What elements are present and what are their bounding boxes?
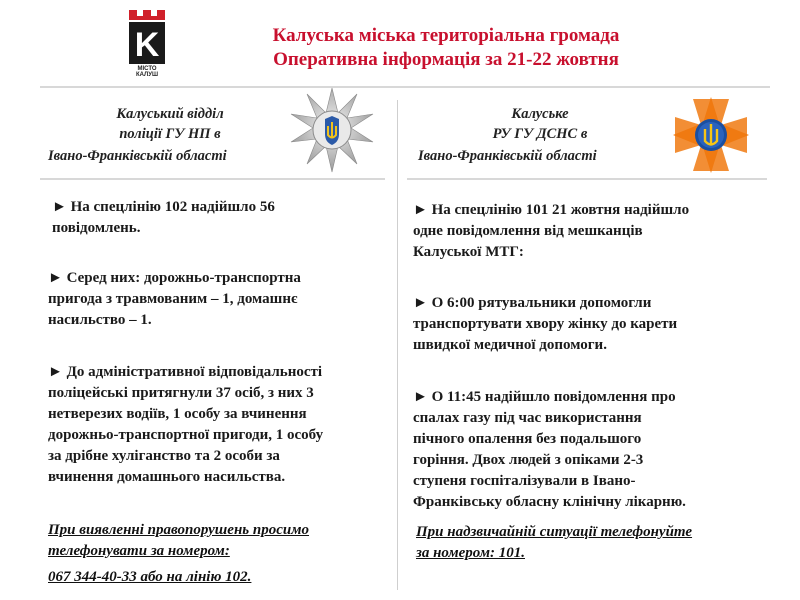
text-line: ► Серед них: дорожньо-транспортна [48, 270, 301, 286]
police-header-divider [40, 178, 385, 180]
page-title-line2: Оперативна інформація за 21-22 жовтня [273, 49, 619, 70]
text-line: спалах газу під час використання [413, 410, 642, 426]
text-line: за номером: 101. [416, 545, 525, 561]
dsns-org-line: РУ ГУ ДСНС в [492, 126, 588, 142]
text-line: транспортувати хвору жінку до карети [413, 316, 678, 332]
text-line: швидкої медичної допомоги. [413, 337, 607, 353]
text-line: ► На спецлінію 102 надійшло 56 [52, 199, 275, 215]
police-phone-link[interactable]: 067 344-40-33 або на лінію 102. [48, 569, 252, 585]
text-line: Франківську обласну клінічну лікарню. [413, 494, 686, 510]
text-line: пригода з травмованим – 1, домашнє [48, 291, 298, 307]
police-contact-note [48, 520, 388, 562]
police-paragraph-2 [48, 268, 383, 331]
text-line: вчинення домашнього насильства. [48, 469, 286, 485]
logo-letter: K [134, 26, 160, 64]
text-line: повідомлень. [52, 220, 141, 236]
police-org-line: поліції ГУ НП в [119, 126, 221, 142]
text-line: ► О 11:45 надійшло повідомлення про [413, 389, 676, 405]
police-star-badge-icon [287, 86, 377, 176]
city-logo-icon [126, 10, 168, 66]
text-line: Калуської МТГ: [413, 244, 524, 260]
police-org-name [60, 104, 280, 144]
dsns-paragraph-3 [413, 387, 773, 513]
dsns-header-divider [407, 178, 767, 180]
text-line: ► О 6:00 рятувальники допомогли [413, 295, 652, 311]
column-divider [397, 100, 398, 590]
text-line: дорожньо-транспортної пригоди, 1 особу [48, 427, 324, 443]
text-line: за дрібне хуліганство та 2 особи за [48, 448, 280, 464]
page-title-line1: Калуська міська територіальна громада [272, 25, 620, 46]
text-line: ► До адміністративної відповідальності [48, 364, 323, 380]
text-line: При надзвичайній ситуації телефонуйте [416, 524, 693, 540]
text-line: горіння. Двох людей з опіками 2-3 [413, 452, 644, 468]
text-line: При виявленні правопорушень просимо [48, 522, 310, 538]
city-logo [126, 10, 168, 78]
text-line: ступеня госпіталізували в Івано- [413, 473, 636, 489]
dsns-paragraph-2 [413, 293, 763, 356]
text-line: насильство – 1. [48, 312, 152, 328]
dsns-org-name [440, 104, 640, 144]
text-line: пічного опалення без подальшого [413, 431, 642, 447]
dsns-org-region: Івано-Франківській області [418, 148, 597, 164]
text-line: поліцейські притягнули 37 осіб, з них 3 [48, 385, 314, 401]
police-paragraph-3 [48, 362, 388, 488]
text-line: одне повідомлення від мешканців [413, 223, 643, 239]
police-org-region: Івано-Франківській області [48, 148, 227, 164]
dsns-cross-emblem-icon [669, 93, 753, 177]
text-line: нетверезих водіїв, 1 особу за вчинення [48, 406, 307, 422]
dsns-paragraph-1 [413, 200, 763, 263]
dsns-contact-note[interactable] [416, 522, 776, 564]
text-line: ► На спецлінію 101 21 жовтня надійшло [413, 202, 690, 218]
text-line: телефонувати за номером: [48, 543, 230, 559]
police-org-line: Калуський відділ [116, 106, 224, 122]
dsns-org-line: Калуське [511, 106, 569, 122]
police-paragraph-1 [52, 197, 382, 239]
top-divider [40, 86, 770, 88]
logo-caption: МІСТО КАЛУШ [135, 66, 159, 78]
